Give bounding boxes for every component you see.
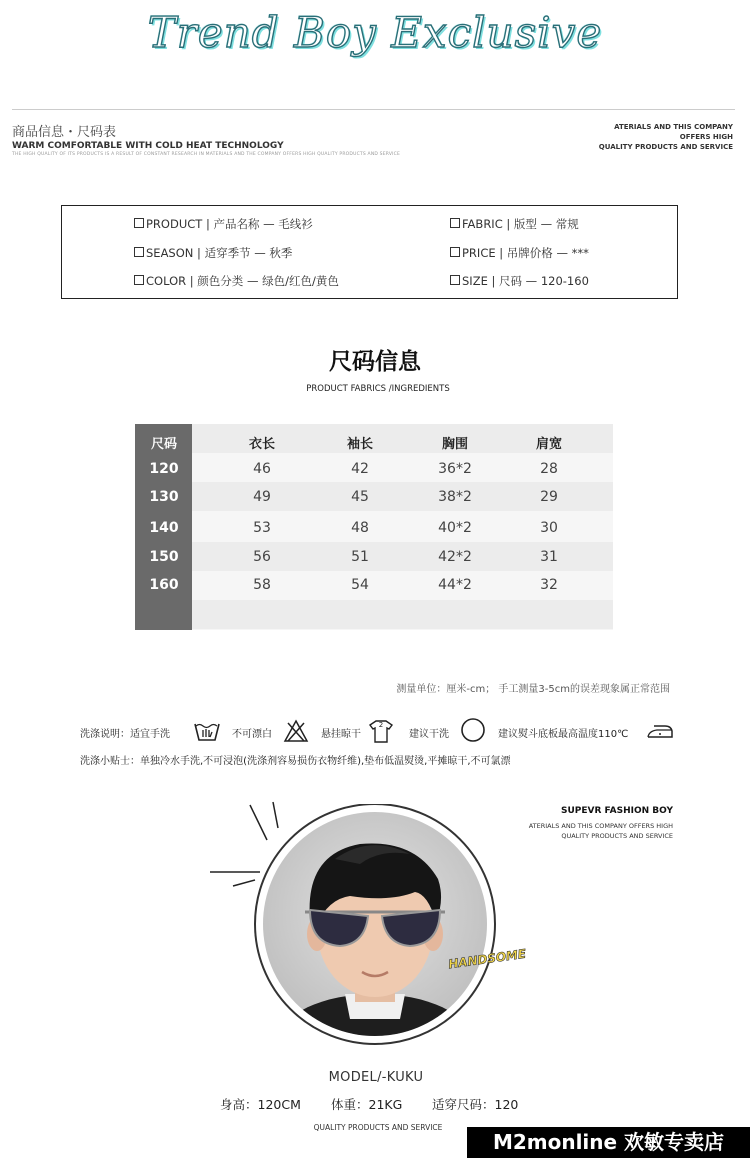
- table-cell: 30: [540, 520, 558, 536]
- table-cell: 42*2: [438, 549, 472, 565]
- table-cell: 42: [351, 461, 369, 477]
- hang-dry-label: 悬挂晾干: [321, 729, 361, 740]
- section-fine-print: THE HIGH QUALITY OF ITS PRODUCTS IS A RESULT OF CONSTANT RESEARCH IN MATERIALS AND THE COMPANY OFFERS HIGH QUALITY PRODUCTS AND SERVICE: [12, 152, 401, 157]
- wash-tip: 洗涤小贴士：单独冷水手洗,不可浸泡(洗涤剂容易损伤衣物纤维),垫布低温熨烫,平摊晾干,不可氯漂: [80, 756, 511, 767]
- table-cell: 51: [351, 549, 369, 565]
- header-right-text: [599, 122, 733, 152]
- model-height: 身高：120CM: [220, 1097, 301, 1112]
- table-header-cell: 尺码: [150, 437, 177, 452]
- table-header-cell: 袖长: [346, 437, 373, 452]
- table-row-band: [192, 600, 613, 629]
- checkbox-icon: [450, 247, 460, 257]
- dry-clean-icon: [460, 718, 486, 744]
- checkbox-icon: [450, 275, 460, 285]
- divider: [12, 109, 735, 110]
- dry-clean-label: 建议干洗: [409, 729, 449, 740]
- size-section-title: 尺码信息: [329, 349, 421, 375]
- info-fabric: [450, 216, 579, 232]
- model-fit-size: 适穿尺码：120: [432, 1097, 519, 1112]
- table-header-cell: 胸围: [441, 437, 468, 452]
- table-cell: 130: [149, 489, 179, 505]
- model-name: MODEL/-KUKU: [328, 1070, 424, 1085]
- table-cell: 49: [253, 489, 271, 505]
- info-season-text: SEASON | 适穿季节 — 秋季: [146, 246, 293, 260]
- table-cell: 29: [540, 489, 558, 505]
- wash-instructions: [80, 718, 680, 746]
- info-price-text: PRICE | 吊牌价格 — ***: [462, 246, 589, 260]
- page-title: Trend Boy Exclusive: [147, 8, 603, 57]
- table-cell: 120: [149, 461, 179, 477]
- table-cell: 54: [351, 577, 369, 593]
- table-cell: 32: [540, 577, 558, 593]
- brand-name: SUPEVR FASHION BOY: [560, 806, 673, 816]
- no-bleach-label: 不可漂白: [232, 729, 272, 740]
- table-cell: 140: [149, 520, 179, 536]
- info-price: [450, 245, 589, 261]
- brand-tagline-line: QUALITY PRODUCTS AND SERVICE: [561, 832, 673, 840]
- table-cell: 45: [351, 489, 369, 505]
- handsome-badge: HANDSOME: [447, 946, 527, 972]
- header-right-line: OFFERS HIGH: [679, 133, 733, 141]
- table-cell: 160: [149, 577, 179, 593]
- info-fabric-text: FABRIC | 版型 — 常规: [462, 217, 579, 231]
- brand-tagline-line: ATERIALS AND THIS COMPANY OFFERS HIGH: [528, 822, 673, 830]
- table-cell: 48: [351, 520, 369, 536]
- checkbox-icon: [450, 218, 460, 228]
- no-bleach-icon: [283, 719, 309, 743]
- model-weight: 体重：21KG: [331, 1097, 403, 1112]
- table-cell: 28: [540, 461, 558, 477]
- table-cell: 56: [253, 549, 271, 565]
- hang-dry-icon: [368, 718, 394, 744]
- checkbox-icon: [134, 275, 144, 285]
- measure-note: 测量单位：厘米-cm； 手工测量3-5cm的误差现象属正常范围: [396, 684, 670, 695]
- info-product: [134, 216, 313, 232]
- section-title-en: WARM COMFORTABLE WITH COLD HEAT TECHNOLOGY: [12, 141, 284, 151]
- section-title-cn: 商品信息・尺码表: [12, 125, 117, 140]
- iron-icon: [645, 722, 675, 740]
- table-cell: 46: [253, 461, 271, 477]
- table-cell: 31: [540, 549, 558, 565]
- table-cell: 36*2: [438, 461, 472, 477]
- footer-tagline: QUALITY PRODUCTS AND SERVICE: [313, 1123, 443, 1132]
- store-watermark: M2monline 欢敏专卖店: [467, 1127, 750, 1158]
- table-header-cell: 衣长: [248, 437, 275, 452]
- table-cell: 53: [253, 520, 271, 536]
- info-size-text: SIZE | 尺码 — 120-160: [462, 274, 589, 288]
- table-header-cell: 肩宽: [535, 437, 562, 452]
- brand-tagline: [500, 821, 673, 841]
- model-photo: [250, 804, 500, 1054]
- iron-label: 建议熨斗底板最高温度110℃: [498, 729, 629, 740]
- info-product-text: PRODUCT | 产品名称 — 毛线衫: [146, 217, 313, 231]
- header-right-line: ATERIALS AND THIS COMPANY: [614, 123, 733, 131]
- checkbox-icon: [134, 247, 144, 257]
- info-color-text: COLOR | 颜色分类 — 绿色/红色/黄色: [146, 274, 339, 288]
- size-section-subtitle: PRODUCT FABRICS /INGREDIENTS: [306, 384, 450, 394]
- header-right-line: QUALITY PRODUCTS AND SERVICE: [598, 143, 733, 151]
- wash-label: 洗涤说明：适宜手洗: [80, 729, 170, 740]
- checkbox-icon: [134, 218, 144, 228]
- hand-wash-icon: [193, 718, 221, 744]
- table-cell: 150: [149, 549, 179, 565]
- table-cell: 58: [253, 577, 271, 593]
- table-cell: 44*2: [438, 577, 472, 593]
- info-season: [134, 245, 292, 261]
- info-size: [450, 273, 589, 289]
- table-cell: 38*2: [438, 489, 472, 505]
- svg-text:2: 2: [378, 721, 384, 729]
- table-cell: 40*2: [438, 520, 472, 536]
- info-color: [134, 273, 339, 289]
